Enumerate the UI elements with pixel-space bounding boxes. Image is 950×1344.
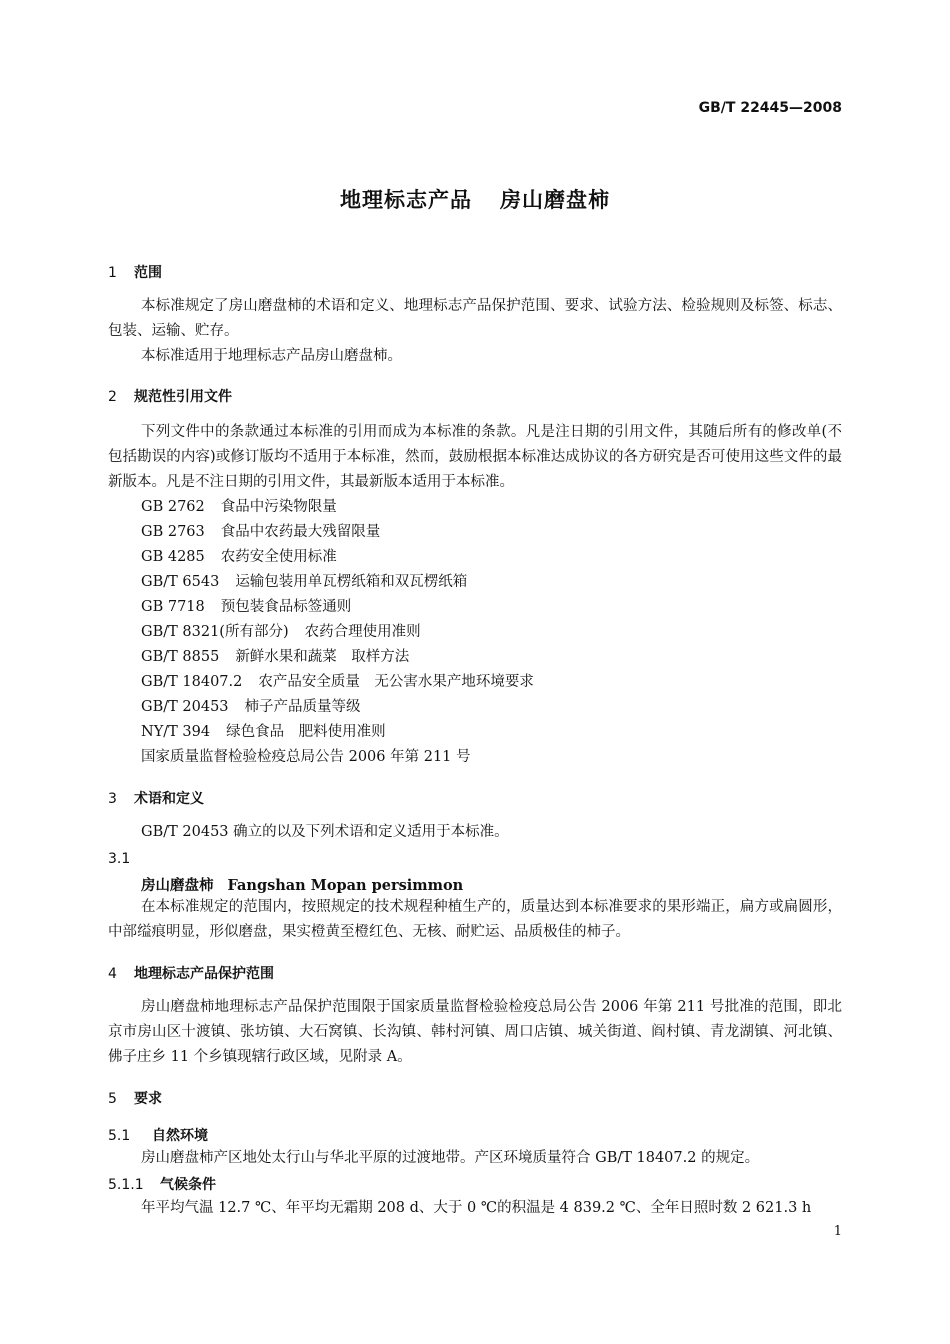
reference-code: GB 2762 bbox=[141, 499, 205, 515]
reference-code: GB/T 18407.2 bbox=[141, 674, 243, 690]
reference-name: 新鲜水果和蔬菜 取样方法 bbox=[235, 649, 410, 665]
section-number: 1 bbox=[108, 265, 117, 281]
reference-item bbox=[141, 570, 467, 595]
reference-item bbox=[141, 495, 337, 520]
reference-name: 食品中农药最大残留限量 bbox=[220, 524, 381, 540]
section-title: 地理标志产品保护范围 bbox=[134, 966, 274, 982]
reference-item bbox=[141, 545, 337, 570]
standard-number: GB/T 22445—2008 bbox=[698, 100, 842, 116]
reference-name: 预包装食品标签通则 bbox=[220, 599, 352, 615]
term-chinese: 房山磨盘柿 bbox=[141, 878, 214, 894]
term-definition: 在本标准规定的范围内，按照规定的技术规程种植生产的，质量达到本标准要求的果形端正，扁方或扁圆形，中部缢痕明显，形似磨盘，果实橙黄至橙红色、无核、耐贮运、品质极佳的柿子。 bbox=[108, 899, 842, 940]
section-number: 2 bbox=[108, 389, 117, 405]
section-5-heading bbox=[108, 1088, 162, 1108]
section-1-paragraph-2: 本标准适用于地理标志产品房山磨盘柿。 bbox=[141, 348, 402, 364]
subsection-5-1-paragraph: 房山磨盘柿产区地处太行山与华北平原的过渡地带。产区环境质量符合 GB/T 18407.2 的规定。 bbox=[141, 1150, 760, 1166]
reference-name: 运输包装用单瓦楞纸箱和双瓦楞纸箱 bbox=[235, 574, 468, 590]
subsection-5-1-heading bbox=[108, 1125, 208, 1145]
document-title bbox=[0, 184, 950, 214]
reference-code: GB/T 6543 bbox=[141, 574, 220, 590]
section-title: 术语和定义 bbox=[134, 791, 204, 807]
section-number: 4 bbox=[108, 966, 117, 982]
section-3-paragraph-1: GB/T 20453 确立的以及下列术语和定义适用于本标准。 bbox=[141, 824, 509, 840]
term-english: Fangshan Mopan persimmon bbox=[227, 877, 464, 894]
section-number: 5 bbox=[108, 1091, 117, 1107]
section-4-paragraph-1: 房山磨盘柿地理标志产品保护范围限于国家质量监督检验检疫总局公告 2006 年第 211 号批准的范围，即北京市房山区十渡镇、张坊镇、大石窝镇、长沟镇、韩村河镇、周口店镇、城关街道、阎村镇、青龙湖镇、河北镇、佛子庄乡 11 个乡镇现辖行政区域，见附录 A。 bbox=[108, 999, 842, 1065]
section-number: 3 bbox=[108, 791, 117, 807]
reference-name: 农药安全使用标准 bbox=[220, 549, 337, 565]
section-1-heading bbox=[108, 262, 162, 282]
section-2-heading bbox=[108, 386, 232, 406]
reference-name: 食品中污染物限量 bbox=[220, 499, 337, 515]
reference-name: 农产品安全质量 无公害水果产地环境要求 bbox=[258, 674, 534, 690]
subsection-title: 自然环境 bbox=[152, 1128, 208, 1144]
title-part2: 房山磨盘柿 bbox=[500, 188, 610, 212]
reference-code: NY/T 394 bbox=[141, 724, 211, 740]
reference-item bbox=[141, 720, 386, 745]
reference-code: GB/T 8855 bbox=[141, 649, 220, 665]
subsection-3-1-number: 3.1 bbox=[108, 851, 131, 867]
section-title: 要求 bbox=[134, 1091, 162, 1107]
page-number: 1 bbox=[833, 1224, 842, 1239]
reference-item bbox=[141, 520, 380, 545]
reference-item bbox=[141, 595, 351, 620]
reference-item bbox=[141, 695, 361, 720]
section-4-heading bbox=[108, 963, 274, 983]
section-title: 范围 bbox=[134, 265, 162, 281]
section-1-paragraph-1: 本标准规定了房山磨盘柿的术语和定义、地理标志产品保护范围、要求、试验方法、检验规则及标签、标志、包装、运输、贮存。 bbox=[108, 298, 842, 339]
subsection-5-1-1-heading bbox=[108, 1174, 216, 1194]
reference-code: GB 7718 bbox=[141, 599, 205, 615]
reference-item bbox=[141, 670, 534, 695]
section-3-heading bbox=[108, 788, 204, 808]
reference-name: 农药合理使用准则 bbox=[304, 624, 421, 640]
reference-code: GB 4285 bbox=[141, 549, 205, 565]
subsection-title: 气候条件 bbox=[160, 1177, 216, 1193]
section-title: 规范性引用文件 bbox=[134, 389, 232, 405]
title-part1: 地理标志产品 bbox=[340, 188, 472, 212]
reference-code: GB/T 8321(所有部分) bbox=[141, 624, 289, 640]
section-2-paragraph-1: 下列文件中的条款通过本标准的引用而成为本标准的条款。凡是注日期的引用文件，其随后所有的修改单(不包括勘误的内容)或修订版均不适用于本标准，然而，鼓励根据本标准达成协议的各方研究是否可使用这些文件的最新版本。凡是不注日期的引用文件，其最新版本适用于本标准。 bbox=[108, 424, 842, 490]
reference-item bbox=[141, 620, 421, 645]
announcement-reference: 国家质量监督检验检疫总局公告 2006 年第 211 号 bbox=[141, 749, 471, 765]
term-entry bbox=[141, 874, 463, 895]
reference-item bbox=[141, 645, 409, 670]
subsection-number: 5.1 bbox=[108, 1128, 131, 1144]
reference-code: GB/T 20453 bbox=[141, 699, 229, 715]
subsection-number: 5.1.1 bbox=[108, 1177, 144, 1193]
reference-name: 柿子产品质量等级 bbox=[244, 699, 361, 715]
reference-name: 绿色食品 肥料使用准则 bbox=[226, 724, 386, 740]
subsection-5-1-1-paragraph: 年平均气温 12.7 ℃、年平均无霜期 208 d、大于 0 ℃的积温是 4 839.2 ℃、全年日照时数 2 621.3 h bbox=[141, 1200, 812, 1216]
reference-code: GB 2763 bbox=[141, 524, 205, 540]
